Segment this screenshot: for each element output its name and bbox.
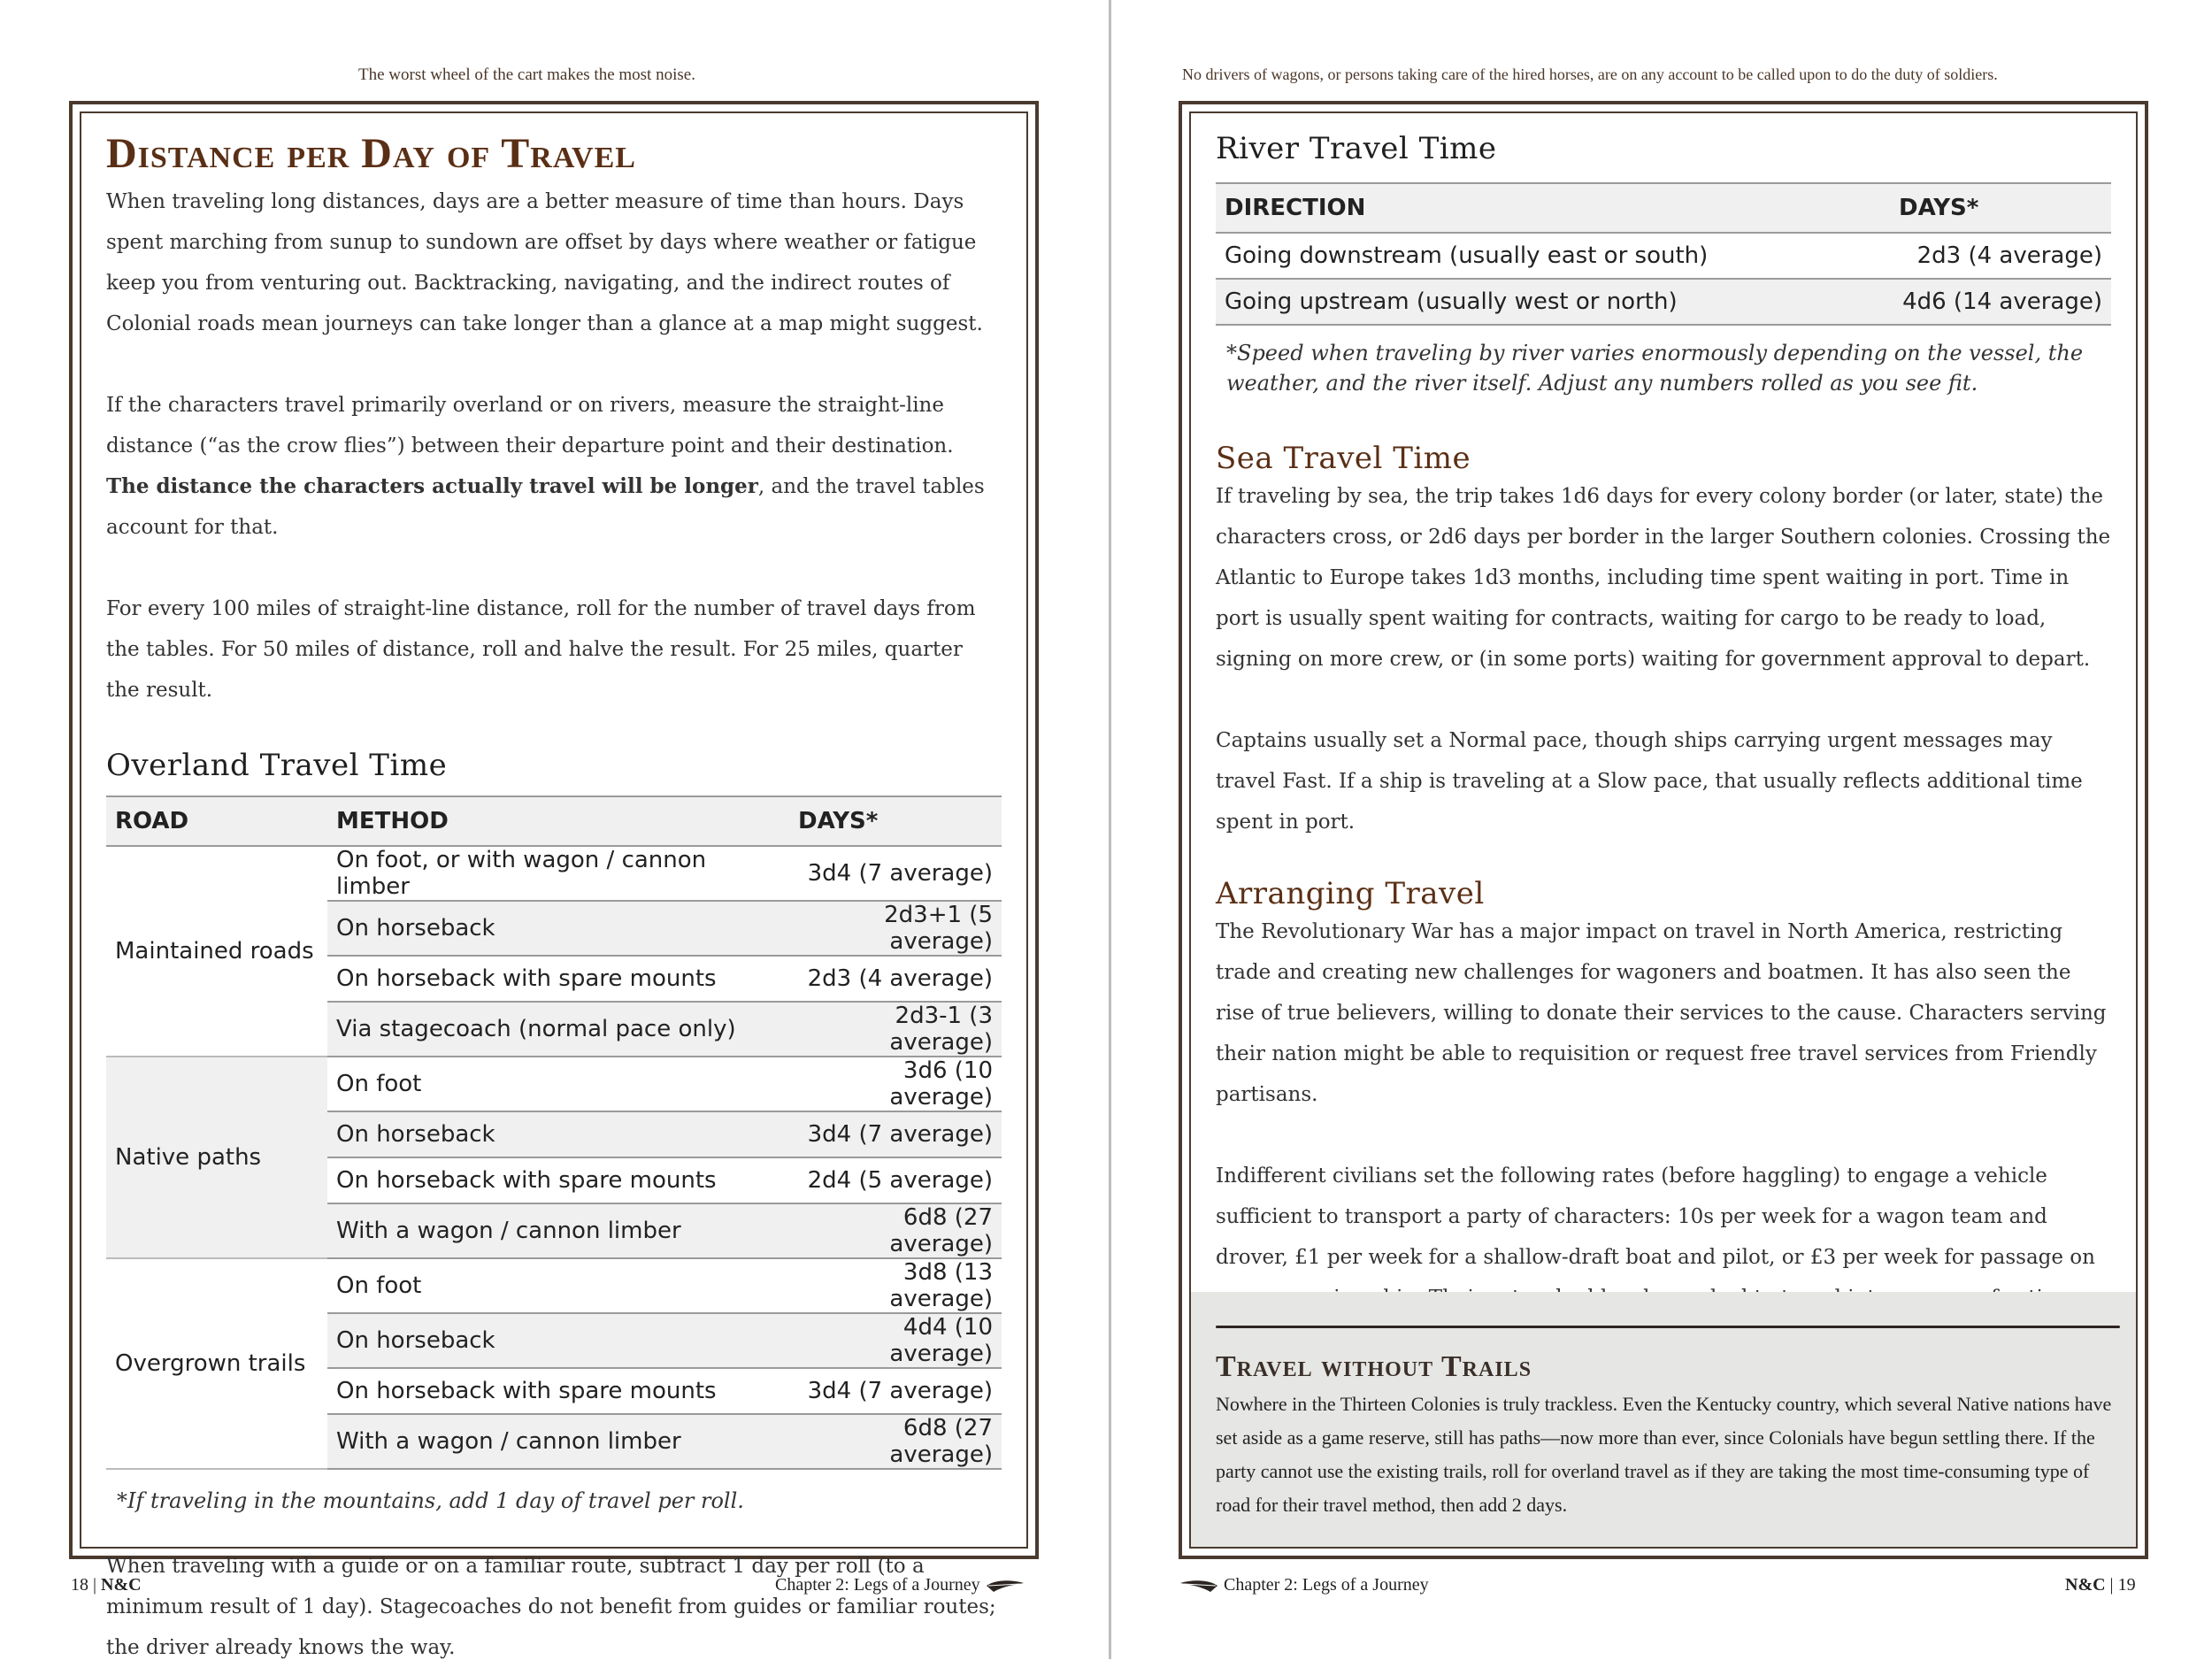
arranging-paragraph-2: Indifferent civilians set the following rates (before haggling) to engage a vehicle sufficient to transport a party of characters: 10s per week for a wagon team and drover, £1 per week for a shallow-draft boat and pilot, or £3 per week for passage on [1216,1165,2095,1269]
right-footer-chapter [1179,1575,1429,1595]
days-cell: 2d4 (5 average) [789,1157,1002,1203]
sea-section-title: Sea Travel Time [1216,441,1471,476]
days-cell: 3d4 (7 average) [789,846,1002,901]
right-page-frame [1179,101,2148,1559]
method-cell: On horseback with spare mounts [327,1368,789,1414]
paragraph-intro: When traveling long distances, days are a better measure of time than hours. Days spent marching from sunup to sundown are offset by days where weather or fatigue keep you from venturing out. Backtracking, navigating, and the indirect routes of Colonial roads mean journeys can take longer than a glance at a map might suggest. [106,190,983,335]
river-days-cell: 2d3 (4 average) [1890,233,2111,279]
overland-travel-table [106,796,1002,1470]
arranging-section-title: Arranging Travel [1216,876,1485,911]
river-travel-table [1216,182,2111,326]
sea-paragraph-1: If traveling by sea, the trip takes 1d6 days for every colony border (or later, state) the characters cross, or 2d6 days per border in the larger Southern colonies. Crossing the Atlantic to Europe takes 1d3 months, including time spent waiting in port. Time in port is usually spent waiting for contracts, waiting for cargo to be ready to load, signing on more crew, or (in some ports) waiting for government approval to depart. [1216,485,2111,671]
days-cell: 4d4 (10 average) [789,1313,1002,1368]
days-cell: 2d3 (4 average) [789,956,1002,1002]
river-days-cell: 4d6 (14 average) [1890,279,2111,325]
overland-table-body [106,846,1002,1469]
right-page-content [1216,131,2111,1359]
paragraph-measure [106,385,1002,548]
method-cell: With a wagon / cannon limber [327,1414,789,1469]
river-table-title: River Travel Time [1216,131,1497,166]
sidebar-title: Travel without Trails [1216,1350,1532,1383]
river-footnote: *Speed when traveling by river varies enormously depending on the vessel, the weather, and the river itself. Adjust any numbers rolled as you see fit. [1226,341,2084,396]
header-river-days: DAYS* [1890,183,2111,233]
overland-row [106,846,1002,901]
sea-paragraph-2: Captains usually set a Normal pace, though ships carrying urgent messages may travel Fast. If a ship is traveling at a Slow pace, that usually reflects additional time spent in port. [1216,729,2083,834]
quill-icon [1179,1578,1219,1594]
chapter-label-left: Chapter 2: Legs of a Journey [775,1575,980,1595]
right-page [1111,0,2212,1659]
left-page [0,0,1106,1659]
sidebar-rule [1216,1326,2120,1328]
river-direction-cell: Going downstream (usually east or south) [1216,233,1890,279]
arranging-paragraph-1: The Revolutionary War has a major impact on travel in North America, restricting trade and creating new challenges for wagoners and boatmen. It has also seen the rise of true believers, willing to donate their services to the cause. Characters serving their nation might be able to requisition or request free travel services from Friendly partisans. [1216,920,2107,1106]
brand-left: N&C [101,1575,142,1595]
page-number-left: 18 [71,1575,88,1595]
river-header-row [1216,183,2111,233]
road-type-cell: Native paths [106,1057,327,1258]
sidebar-travel-without-trails [1191,1292,2136,1547]
method-cell: Via stagecoach (normal pace only) [327,1002,789,1057]
days-cell: 3d8 (13 average) [789,1258,1002,1313]
overland-row [106,1057,1002,1111]
right-footer-page: N&C | 19 [2065,1575,2136,1595]
method-cell: On foot [327,1057,789,1111]
header-method: METHOD [327,796,789,846]
sidebar-text: Nowhere in the Thirteen Colonies is truly trackless. Even the Kentucky country, which several Native nations have set aside as a game reserve, still has paths—now more than ever, since Colonials have begun settling there. If the party cannot use the existing trails, roll for overland travel as if they are taking the most time-consuming type of road for their travel method, then add 2 days. [1216,1393,2112,1516]
days-cell: 3d6 (10 average) [789,1057,1002,1111]
overland-table-title: Overland Travel Time [106,748,448,783]
method-cell: On horseback with spare mounts [327,956,789,1002]
method-cell: On foot, or with wagon / cannon limber [327,846,789,901]
header-road: ROAD [106,796,327,846]
method-cell: With a wagon / cannon limber [327,1203,789,1258]
days-cell: 3d4 (7 average) [789,1111,1002,1157]
paragraph-guide: When traveling with a guide or on a familiar route, subtract 1 day per roll (to a minimum result of 1 day). Stagecoaches do not benefit from guides or familiar routes; the driver already knows the way. [106,1555,996,1659]
days-cell: 6d8 (27 average) [789,1203,1002,1258]
left-footer-chapter [775,1575,1025,1595]
quill-icon [985,1578,1025,1594]
paragraph-measure-post: , and the travel tables account for that. [106,475,985,539]
days-cell: 2d3+1 (5 average) [789,901,1002,956]
running-head-left: The worst wheel of the cart makes the most noise. [358,65,695,84]
road-type-cell: Overgrown trails [106,1258,327,1469]
overland-row [106,1258,1002,1313]
method-cell: On horseback with spare mounts [327,1157,789,1203]
overland-footnote: *If traveling in the mountains, add 1 day of travel per roll. [117,1488,744,1513]
section-title-distance: Distance per Day of Travel [106,130,636,177]
header-days: DAYS* [789,796,1002,846]
road-type-cell: Maintained roads [106,846,327,1057]
left-page-content [106,129,1002,1668]
river-row-downstream [1216,233,2111,279]
brand-right: N&C [2065,1575,2106,1595]
paragraph-measure-pre: If the characters travel primarily overland or on rivers, measure the straight-line distance (“as the crow flies”) between their departure point and their destination. [106,394,954,457]
method-cell: On foot [327,1258,789,1313]
chapter-label-right: Chapter 2: Legs of a Journey [1224,1575,1429,1595]
days-cell: 3d4 (7 average) [789,1368,1002,1414]
paragraph-measure-bold: The distance the characters actually travel will be longer [106,474,758,498]
river-row-upstream [1216,279,2111,325]
method-cell: On horseback [327,901,789,956]
overland-header-row [106,796,1002,846]
right-page-inner-frame [1189,111,2138,1549]
left-footer-page: 18 | N&C [71,1575,142,1595]
method-cell: On horseback [327,1111,789,1157]
header-direction: DIRECTION [1216,183,1890,233]
running-head-right: No drivers of wagons, or persons taking care of the hired horses, are on any account to be called upon to do the duty of soldiers. [1182,65,1998,83]
paragraph-rolls: For every 100 miles of straight-line distance, roll for the number of travel days from the tables. For 50 miles of distance, roll and halve the result. For 25 miles, quarter the result. [106,597,976,702]
method-cell: On horseback [327,1313,789,1368]
page-number-right: 19 [2117,1575,2136,1595]
days-cell: 6d8 (27 average) [789,1414,1002,1469]
river-direction-cell: Going upstream (usually west or north) [1216,279,1890,325]
days-cell: 2d3-1 (3 average) [789,1002,1002,1057]
